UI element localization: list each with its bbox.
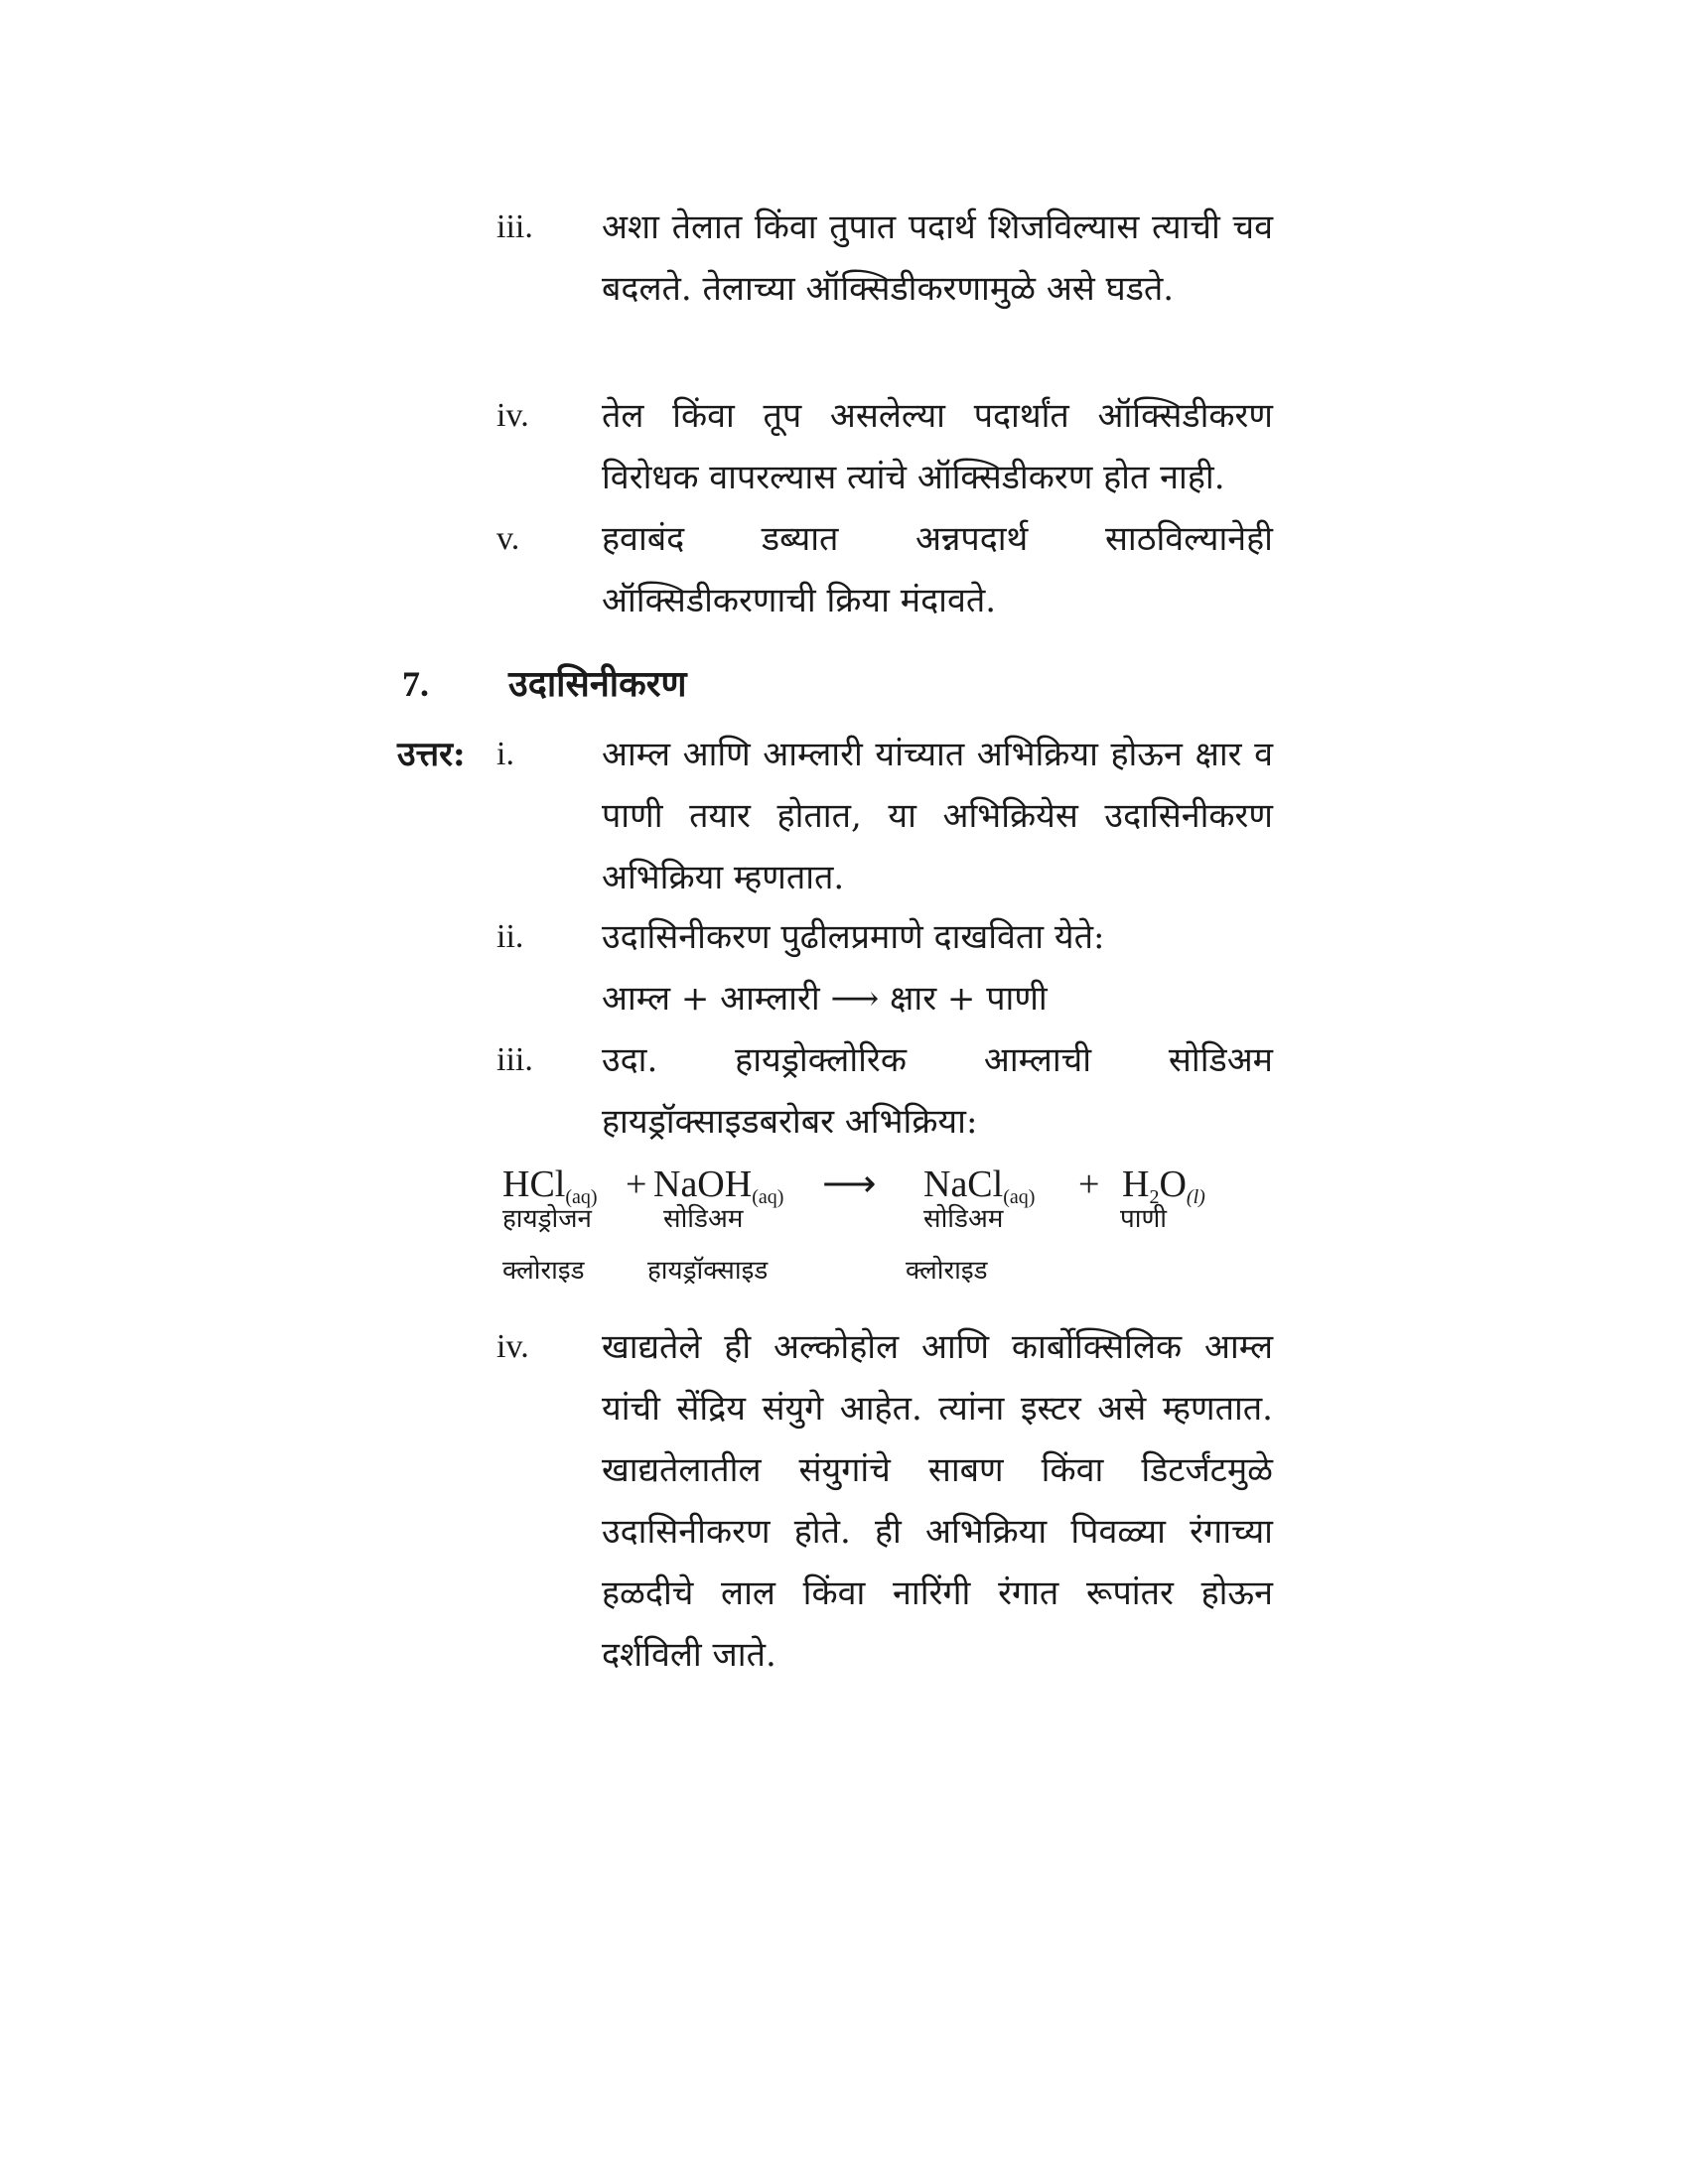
- section-number: 7.: [402, 664, 429, 704]
- item-number: iii.: [496, 208, 533, 245]
- answer-label: उत्तर:: [397, 735, 466, 774]
- label-sodium: सोडिअम: [923, 1204, 1004, 1234]
- reaction-arrow: ⟶: [822, 1163, 877, 1205]
- label-water: पाणी: [1120, 1204, 1168, 1234]
- item-text: आम्ल आणि आम्लारी यांच्यात अभिक्रिया होऊन क्षार व पाणी तयार होतात, या अभिक्रियेस उदासिनीकरण अभिक्रिया म्हणतात.: [602, 735, 1273, 897]
- naoh-formula: NaOH$_{(aq)}$: [653, 1163, 784, 1208]
- item-number: iii.: [496, 1041, 533, 1078]
- item-text: तेल किंवा तूप असलेल्या पदार्थांत ऑक्सिडीकरण विरोधक वापरल्यास त्यांचे ऑक्सिडीकरण होत नाही.: [602, 396, 1273, 497]
- label-chloride: क्लोराइड: [906, 1256, 988, 1286]
- item-text: खाद्यतेले ही अल्कोहोल आणि कार्बोक्सिलिक आम्ल यांची सेंद्रिय संयुगे आहेत. त्यांना इस्टर असे म्हणतात. खाद्यतेलातील संयुगांचे साबण किंवा डिटर्जंटमुळे उदासिनीकरण होते. ही अभिक्रिया पिवळ्या रंगाच्या हळदीचे लाल किंवा नारिंगी रंगात रूपांतर होऊन दर्शविली जाते.: [602, 1327, 1273, 1675]
- item-text: उदा. हायड्रोक्लोरिक आम्लाची सोडिअम हायड्रॉक्साइडबरोबर अभिक्रिया:: [602, 1040, 1273, 1142]
- item-text: अशा तेलात किंवा तुपात पदार्थ शिजविल्यास त्याची चव बदलते. तेलाच्या ऑक्सिडीकरणामुळे असे घडते.: [602, 207, 1273, 309]
- item-number: iv.: [496, 1328, 529, 1365]
- item-text: हवाबंद डब्यात अन्नपदार्थ साठविल्यानेही ऑक्सिडीकरणाची क्रिया मंदावते.: [602, 519, 1273, 620]
- item-number: i.: [496, 736, 514, 772]
- item-text: उदासिनीकरण पुढीलप्रमाणे दाखविता येते:: [602, 917, 1105, 957]
- section-title: उदासिनीकरण: [508, 663, 687, 705]
- label-chloride: क्लोराइड: [502, 1256, 585, 1286]
- word-equation: आम्ल + आम्लारी ⟶ क्षार + पाणी: [602, 979, 1048, 1019]
- label-hydroxide: हायड्रॉक्साइड: [647, 1256, 769, 1286]
- item-number: iv.: [496, 397, 529, 434]
- label-hydrogen: हायड्रोजन: [502, 1204, 592, 1234]
- item-number: v.: [496, 520, 520, 557]
- plus-sign: +: [1078, 1163, 1100, 1205]
- hcl-formula: HCl$_{(aq)}$: [502, 1163, 598, 1208]
- plus-sign: +: [626, 1163, 647, 1205]
- nacl-formula: NaCl$_{(aq)}$: [923, 1163, 1036, 1208]
- label-sodium: सोडिअम: [663, 1204, 744, 1234]
- h2o-formula: $H_2O_{(l)}$: [1122, 1163, 1205, 1208]
- item-number: ii.: [496, 918, 524, 955]
